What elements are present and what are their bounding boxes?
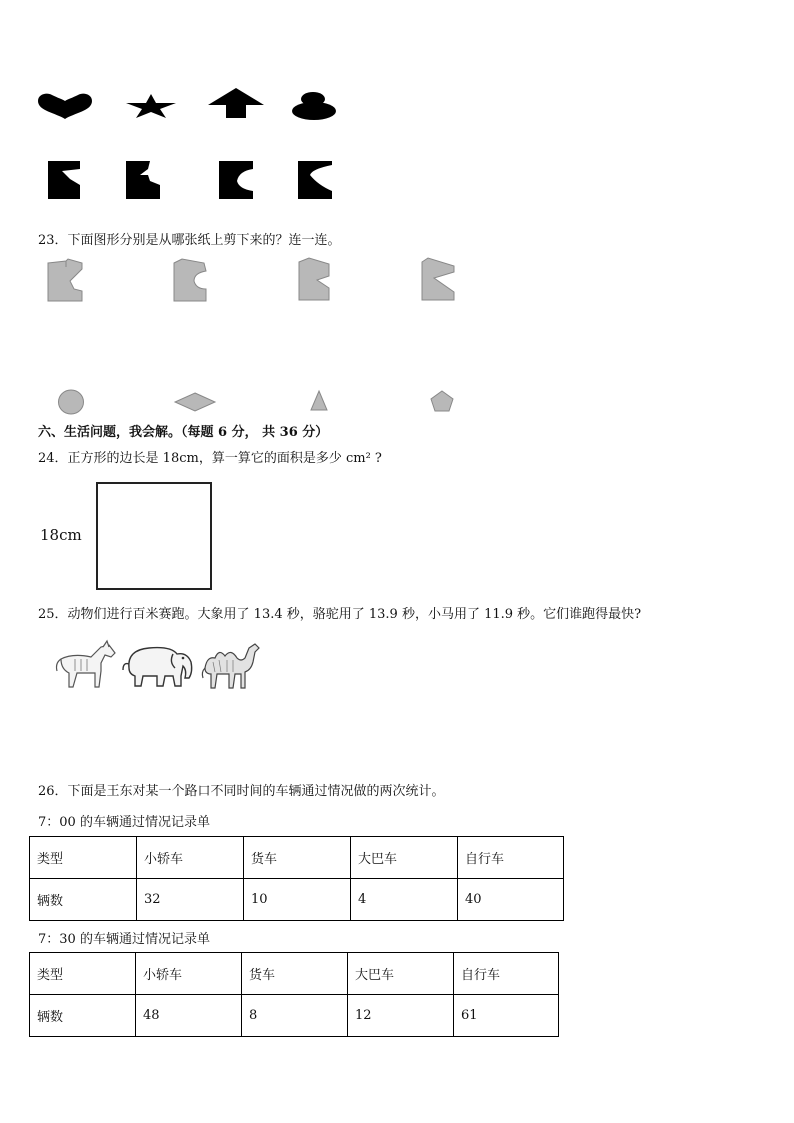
horse-icon xyxy=(55,641,119,693)
table-cell: 大巴车 xyxy=(348,953,454,995)
folded-paper-2 xyxy=(174,259,210,301)
table-cell: 货车 xyxy=(244,837,351,879)
q24-text: 24．正方形的边长是 18cm，算一算它的面积是多少 cm² ? xyxy=(38,451,382,466)
cut-paper-2 xyxy=(126,161,162,199)
table-row xyxy=(30,879,564,921)
folded-paper-1 xyxy=(48,259,84,301)
cut-paper-3 xyxy=(219,161,255,199)
section-6-title: 六、生活问题，我会解。（每题 6 分， 共 36 分） xyxy=(38,425,329,440)
table-cell: 类型 xyxy=(30,953,136,995)
folded-paper-4 xyxy=(422,258,458,300)
snowman-icon xyxy=(292,92,336,120)
elephant-icon xyxy=(121,642,197,690)
table-cell: 4 xyxy=(351,879,458,921)
triangle-icon xyxy=(309,391,329,411)
table-cell: 自行车 xyxy=(454,953,559,995)
table1-caption: 7：00 的车辆通过情况记录单 xyxy=(38,815,210,830)
table-cell: 辆数 xyxy=(30,995,136,1037)
side-length-label: 18cm xyxy=(40,526,82,544)
rhombus-icon xyxy=(174,393,216,411)
table-cell: 类型 xyxy=(30,837,137,879)
record-table-7-00 xyxy=(29,836,564,921)
heart-icon xyxy=(38,93,92,119)
table-cell: 61 xyxy=(454,995,559,1037)
table-cell: 辆数 xyxy=(30,879,137,921)
star-icon xyxy=(126,94,176,118)
pentagon-icon xyxy=(430,390,454,412)
table-cell: 12 xyxy=(348,995,454,1037)
table-cell: 48 xyxy=(136,995,242,1037)
table-cell: 小轿车 xyxy=(137,837,244,879)
table-cell: 10 xyxy=(244,879,351,921)
circle-icon xyxy=(58,389,86,415)
table-row xyxy=(30,953,559,995)
table-cell: 大巴车 xyxy=(351,837,458,879)
q23-text: 23．下面图形分别是从哪张纸上剪下来的？连一连。 xyxy=(38,233,341,248)
table-cell: 货车 xyxy=(242,953,348,995)
table-cell: 自行车 xyxy=(458,837,564,879)
table-cell: 小轿车 xyxy=(136,953,242,995)
table-row xyxy=(30,995,559,1037)
record-table-7-30 xyxy=(29,952,559,1037)
folded-paper-3 xyxy=(299,258,335,300)
q26-text: 26．下面是王东对某一个路口不同时间的车辆通过情况做的两次统计。 xyxy=(38,784,445,799)
camel-icon xyxy=(201,640,263,694)
table-cell: 32 xyxy=(137,879,244,921)
table-cell: 8 xyxy=(242,995,348,1037)
table2-caption: 7：30 的车辆通过情况记录单 xyxy=(38,932,210,947)
cut-paper-4 xyxy=(298,161,334,199)
q25-text: 25．动物们进行百米赛跑。大象用了 13.4 秒，骆驼用了 13.9 秒，小马用了 11.9 秒。它们谁跑得最快? xyxy=(38,607,642,622)
table-cell: 40 xyxy=(458,879,564,921)
arrow-up-icon xyxy=(208,88,264,118)
table-row xyxy=(30,837,564,879)
cut-paper-1 xyxy=(48,161,84,199)
square-figure xyxy=(96,482,212,590)
